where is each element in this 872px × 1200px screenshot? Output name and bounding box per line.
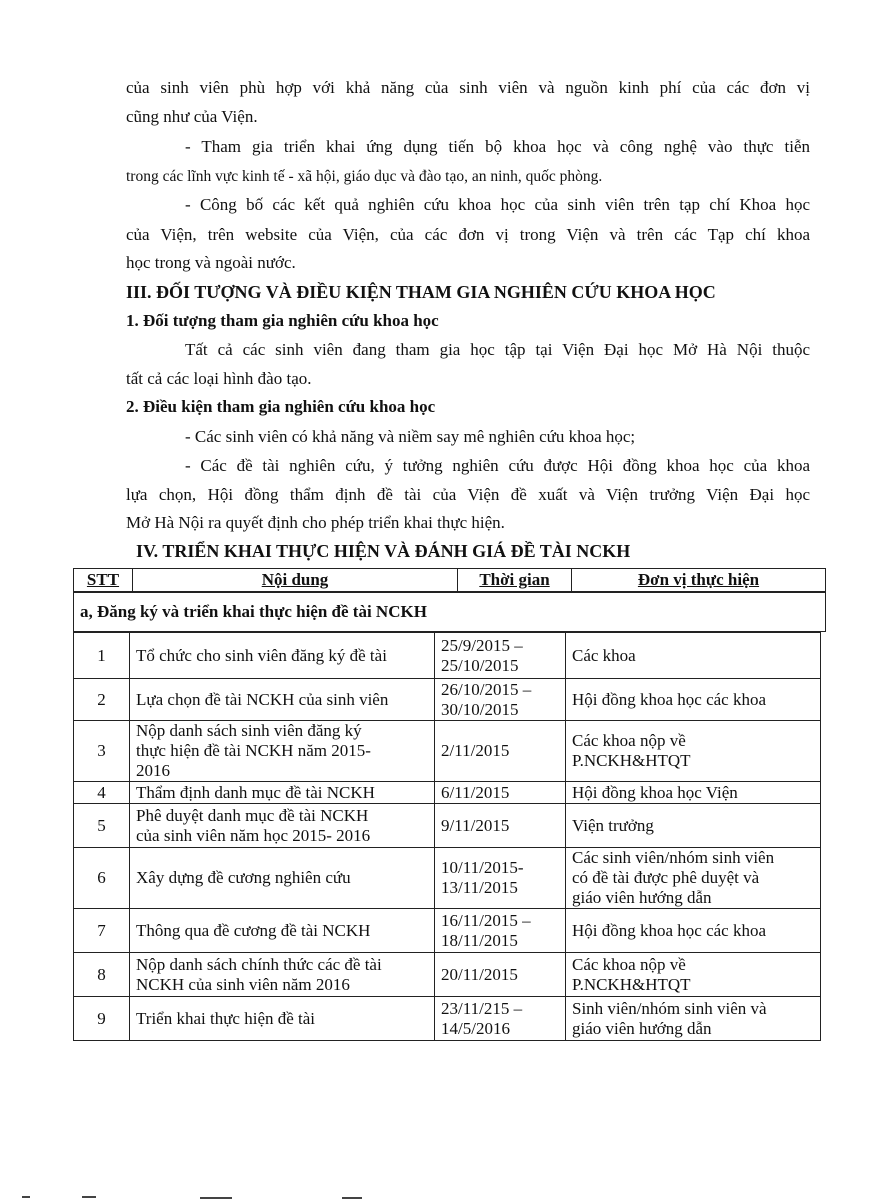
cell-unit bbox=[566, 953, 821, 997]
header-unit: Đơn vị thực hiện bbox=[572, 569, 826, 592]
paragraph-line: cũng như của Viện. bbox=[126, 107, 258, 126]
cell-content-line: Thông qua đề cương đề tài NCKH bbox=[136, 920, 371, 940]
subsection-heading: 2. Điều kiện tham gia nghiên cứu khoa học bbox=[126, 397, 436, 416]
cell-stt bbox=[74, 633, 130, 679]
cell-time-line: 26/10/2015 – bbox=[441, 679, 532, 699]
cell-time bbox=[435, 782, 566, 804]
table-section-row bbox=[74, 593, 826, 632]
cell-unit bbox=[566, 633, 821, 679]
cell-time-line: 9/11/2015 bbox=[441, 815, 510, 835]
paragraph-line: Tất cả các sinh viên đang tham gia học tập tại Viện Đại học Mở Hà Nội thuộc bbox=[185, 340, 810, 359]
cell-unit-line: Hội đồng khoa học các khoa bbox=[572, 920, 767, 940]
cell-content-line: Triển khai thực hiện đề tài bbox=[136, 1008, 316, 1028]
paragraph-line: học trong và ngoài nước. bbox=[126, 253, 296, 272]
paragraph-line: lựa chọn, Hội đồng thẩm định đề tài của Viện đề xuất và Viện trưởng Viện Đại học bbox=[126, 485, 810, 504]
cell-stt-line: 1 bbox=[97, 645, 106, 665]
scan-mark bbox=[200, 1197, 232, 1199]
cell-content-line: Nộp danh sách chính thức các đề tài bbox=[136, 954, 382, 974]
cell-time-line: 25/10/2015 bbox=[441, 655, 519, 675]
paragraph-line: tất cả các loại hình đào tạo. bbox=[126, 369, 312, 388]
cell-stt-line: 3 bbox=[97, 741, 106, 760]
cell-unit-line: P.NCKH&HTQT bbox=[572, 974, 691, 994]
table-row bbox=[74, 633, 821, 679]
cell-content-line: Xây dựng đề cương nghiên cứu bbox=[136, 868, 351, 887]
cell-unit-line: giáo viên hướng dẫn bbox=[572, 888, 712, 907]
scan-mark bbox=[82, 1196, 96, 1198]
table-row bbox=[74, 782, 821, 804]
paragraph-line: trong các lĩnh vực kinh tế - xã hội, giáo dục và đào tạo, an ninh, quốc phòng. bbox=[126, 168, 603, 185]
cell-unit-line: Hội đồng khoa học các khoa bbox=[572, 689, 767, 709]
cell-unit bbox=[566, 804, 821, 848]
header-stt: STT bbox=[74, 569, 133, 592]
cell-unit-line: Các sinh viên/nhóm sinh viên bbox=[572, 848, 775, 867]
header-time: Thời gian bbox=[458, 569, 572, 592]
table-row bbox=[74, 909, 821, 953]
cell-stt-line: 6 bbox=[97, 868, 106, 887]
cell-content bbox=[130, 997, 435, 1041]
paragraph-line: của Viện, trên website của Viện, của các đơn vị trong Viện và trên các Tạp chí khoa bbox=[126, 225, 810, 244]
cell-content bbox=[130, 953, 435, 997]
cell-stt bbox=[74, 782, 130, 804]
paragraph-line: - Các đề tài nghiên cứu, ý tưởng nghiên cứu được Hội đồng khoa học của khoa bbox=[185, 456, 810, 475]
cell-time bbox=[435, 953, 566, 997]
paragraph-line: - Tham gia triển khai ứng dụng tiến bộ khoa học và công nghệ vào thực tiễn bbox=[185, 137, 810, 156]
cell-time-line: 18/11/2015 bbox=[441, 930, 518, 950]
cell-time-line: 14/5/2016 bbox=[441, 1018, 510, 1038]
cell-time-line: 23/11/215 – bbox=[441, 998, 523, 1018]
paragraph-line: - Các sinh viên có khả năng và niềm say mê nghiên cứu khoa học; bbox=[185, 427, 636, 446]
cell-stt-line: 8 bbox=[97, 964, 106, 984]
cell-stt bbox=[74, 721, 130, 782]
cell-stt-line: 7 bbox=[97, 920, 106, 940]
cell-stt bbox=[74, 909, 130, 953]
cell-unit-line: Các khoa bbox=[572, 645, 636, 665]
cell-time-line: 2/11/2015 bbox=[441, 741, 510, 760]
section-label: a, Đăng ký và triển khai thực hiện đề tài NCKH bbox=[74, 593, 826, 632]
cell-unit-line: giáo viên hướng dẫn bbox=[572, 1018, 712, 1038]
section-heading: IV. TRIỂN KHAI THỰC HIỆN VÀ ĐÁNH GIÁ ĐỀ TÀI NCKH bbox=[136, 541, 631, 561]
schedule-table-header bbox=[73, 568, 826, 592]
cell-stt bbox=[74, 997, 130, 1041]
cell-content bbox=[130, 633, 435, 679]
cell-unit-line: Hội đồng khoa học Viện bbox=[572, 782, 738, 802]
table-header-row bbox=[74, 569, 826, 592]
table-row bbox=[74, 953, 821, 997]
cell-content bbox=[130, 782, 435, 804]
table-row bbox=[74, 848, 821, 909]
cell-stt bbox=[74, 848, 130, 909]
cell-content-line: Tổ chức cho sinh viên đăng ký đề tài bbox=[136, 645, 387, 665]
cell-unit bbox=[566, 997, 821, 1041]
cell-content bbox=[130, 909, 435, 953]
cell-time bbox=[435, 633, 566, 679]
cell-unit bbox=[566, 909, 821, 953]
table-row bbox=[74, 804, 821, 848]
cell-unit-line: Các khoa nộp về bbox=[572, 731, 686, 750]
paragraph-line: của sinh viên phù hợp với khả năng của sinh viên và nguồn kinh phí của các đơn vị bbox=[126, 78, 810, 97]
cell-unit bbox=[566, 679, 821, 721]
cell-stt-line: 9 bbox=[97, 1008, 106, 1028]
cell-time-line: 10/11/2015- bbox=[441, 858, 524, 877]
cell-stt bbox=[74, 679, 130, 721]
cell-time-line: 25/9/2015 – bbox=[441, 635, 523, 655]
cell-content-line: 2016 bbox=[136, 761, 170, 780]
scan-mark bbox=[342, 1197, 362, 1199]
cell-content bbox=[130, 679, 435, 721]
cell-time bbox=[435, 721, 566, 782]
cell-content bbox=[130, 721, 435, 782]
cell-time-line: 30/10/2015 bbox=[441, 699, 519, 719]
section-heading: III. ĐỐI TƯỢNG VÀ ĐIỀU KIỆN THAM GIA NGHIÊN CỨU KHOA HỌC bbox=[126, 282, 716, 302]
cell-time-line: 13/11/2015 bbox=[441, 878, 518, 897]
table-row bbox=[74, 679, 821, 721]
cell-content bbox=[130, 804, 435, 848]
cell-stt-line: 4 bbox=[97, 782, 106, 802]
cell-unit-line: Các khoa nộp về bbox=[572, 954, 686, 974]
cell-stt bbox=[74, 953, 130, 997]
paragraph-line: Mở Hà Nội ra quyết định cho phép triển khai thực hiện. bbox=[126, 513, 505, 532]
cell-content-line: Nộp danh sách sinh viên đăng ký bbox=[136, 721, 362, 740]
cell-content-line: Lựa chọn đề tài NCKH của sinh viên bbox=[136, 689, 389, 709]
cell-stt-line: 2 bbox=[97, 689, 106, 709]
cell-unit-line: Sinh viên/nhóm sinh viên và bbox=[572, 998, 767, 1018]
cell-time-line: 16/11/2015 – bbox=[441, 910, 531, 930]
cell-unit-line: Viện trưởng bbox=[572, 815, 654, 835]
table-row bbox=[74, 721, 821, 782]
cell-content-line: Thẩm định danh mục đề tài NCKH bbox=[136, 782, 375, 802]
subsection-heading: 1. Đối tượng tham gia nghiên cứu khoa học bbox=[126, 311, 439, 330]
cell-time bbox=[435, 848, 566, 909]
cell-time bbox=[435, 909, 566, 953]
header-content: Nội dung bbox=[133, 569, 458, 592]
cell-content-line: Phê duyệt danh mục đề tài NCKH bbox=[136, 805, 369, 825]
cell-unit bbox=[566, 848, 821, 909]
schedule-table bbox=[73, 592, 826, 632]
cell-unit bbox=[566, 721, 821, 782]
cell-content bbox=[130, 848, 435, 909]
paragraph-line: - Công bố các kết quả nghiên cứu khoa học của sinh viên trên tạp chí Khoa học bbox=[185, 195, 810, 214]
cell-time-line: 6/11/2015 bbox=[441, 782, 510, 802]
cell-content-line: thực hiện đề tài NCKH năm 2015- bbox=[136, 741, 371, 760]
cell-stt-line: 5 bbox=[97, 815, 106, 835]
cell-time bbox=[435, 679, 566, 721]
cell-unit-line: P.NCKH&HTQT bbox=[572, 751, 691, 770]
cell-time-line: 20/11/2015 bbox=[441, 964, 518, 984]
cell-unit bbox=[566, 782, 821, 804]
cell-content-line: NCKH của sinh viên năm 2016 bbox=[136, 974, 350, 994]
cell-stt bbox=[74, 804, 130, 848]
table-row bbox=[74, 997, 821, 1041]
scan-mark bbox=[22, 1196, 30, 1198]
cell-time bbox=[435, 997, 566, 1041]
cell-content-line: của sinh viên năm học 2015- 2016 bbox=[136, 825, 371, 845]
cell-unit-line: có đề tài được phê duyệt và bbox=[572, 868, 760, 887]
schedule-table-body bbox=[73, 632, 821, 1041]
cell-time bbox=[435, 804, 566, 848]
